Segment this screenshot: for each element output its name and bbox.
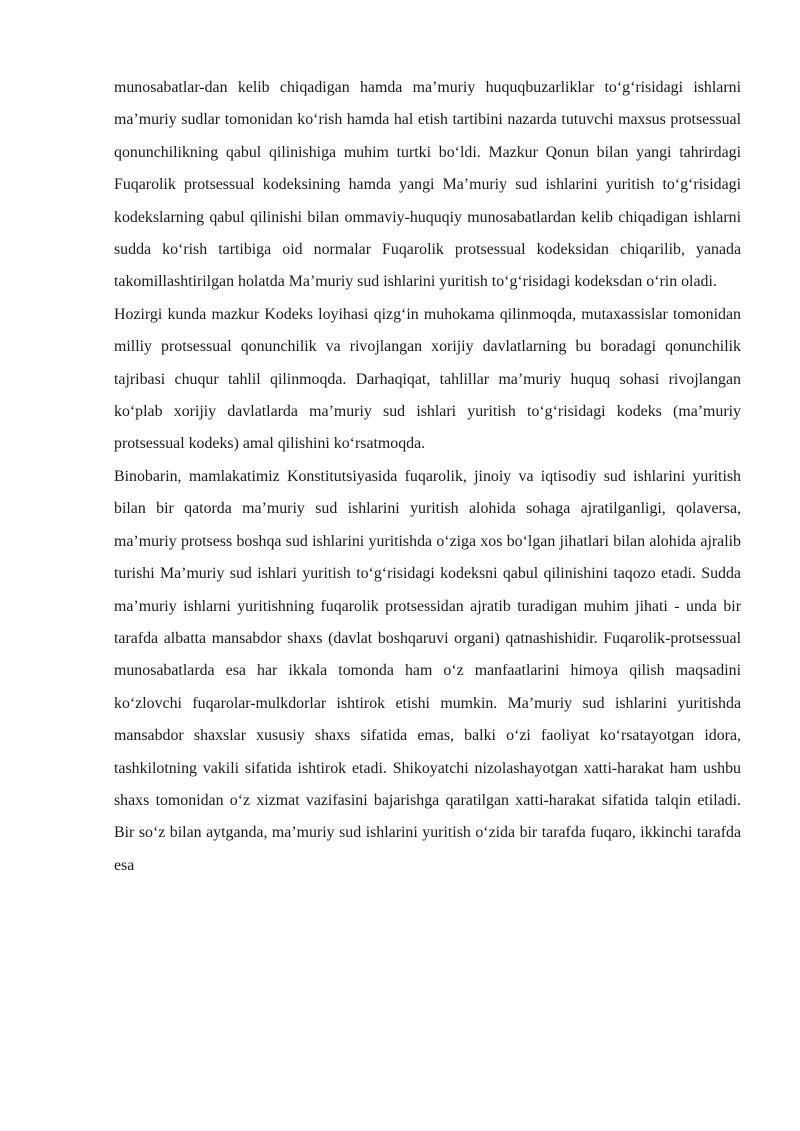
document-body (114, 72, 741, 882)
paragraph-3: Binobarin, mamlakatimiz Konstitutsiyasida fuqarolik, jinoiy va iqtisodiy sud ishlarini yuritish bilan bir qatorda ma’muriy sud ishlarini yuritish alohida sohaga ajratilganligi, qolaversa, ma’muriy protsess boshqa sud ishlarini yuritishda o‘ziga xos bo‘lgan jihatlari bilan alohida ajralib turishi Ma’muriy sud ishlari yuritish to‘g‘risidagi kodeksni qabul qilinishini taqozo etadi. Sudda ma’muriy ishlarni yuritishning fuqarolik protsessidan ajratib turadigan muhim jihati - unda bir tarafda albatta mansabdor shaxs (davlat boshqaruvi organi) qatnashishidir. Fuqarolik-protsessual munosabatlarda esa har ikkala tomonda ham o‘z manfaatlarini himoya qilish maqsadini ko‘zlovchi fuqarolar-mulkdorlar ishtirok etishi mumkin. Ma’muriy sud ishlarini yuritishda mansabdor shaxslar xususiy shaxs sifatida emas, balki o‘zi faoliyat ko‘rsatayotgan idora, tashkilotning vakili sifatida ishtirok etadi. Shikoyatchi nizolashayotgan xatti-harakat ham ushbu shaxs tomonidan o‘z xizmat vazifasini bajarishga qaratilgan xatti-harakat sifatida talqin etiladi. Bir so‘z bilan aytganda, ma’muriy sud ishlarini yuritish o‘zida bir tarafda fuqaro, ikkinchi tarafda esa (114, 467, 741, 874)
paragraph-1: munosabatlar-dan kelib chiqadigan hamda ma’muriy huquqbuzarliklar to‘g‘risidagi ishlarni ma’muriy sudlar tomonidan ko‘rish hamda hal etish tartibini nazarda tutuvchi maxsus protsessual qonunchilikning qabul qilinishiga muhim turtki bo‘ldi. Mazkur Qonun bilan yangi tahrirdagi Fuqarolik protsessual kodeksining hamda yangi Ma’muriy sud ishlarini yuritish to‘g‘risidagi kodekslarning qabul qilinishi bilan ommaviy-huquqiy munosabatlardan kelib chiqadigan ishlarni sudda ko‘rish tartibiga oid normalar Fuqarolik protsessual kodeksidan chiqarilib, yanada takomillashtirilgan holatda Ma’muriy sud ishlarini yuritish to‘g‘risidagi kodeksdan o‘rin oladi. (114, 79, 741, 291)
paragraph-2: Hozirgi kunda mazkur Kodeks loyihasi qizg‘in muhokama qilinmoqda, mutaxassislar tomonidan milliy protsessual qonunchilik va rivojlangan xorijiy davlatlarning bu boradagi qonunchilik tajribasi chuqur tahlil qilinmoqda. Darhaqiqat, tahlillar ma’muriy huquq sohasi rivojlangan ko‘plab xorijiy davlatlarda ma’muriy sud ishlari yuritish to‘g‘risidagi kodeks (ma’muriy protsessual kodeks) amal qilishini ko‘rsatmoqda. (114, 305, 741, 453)
